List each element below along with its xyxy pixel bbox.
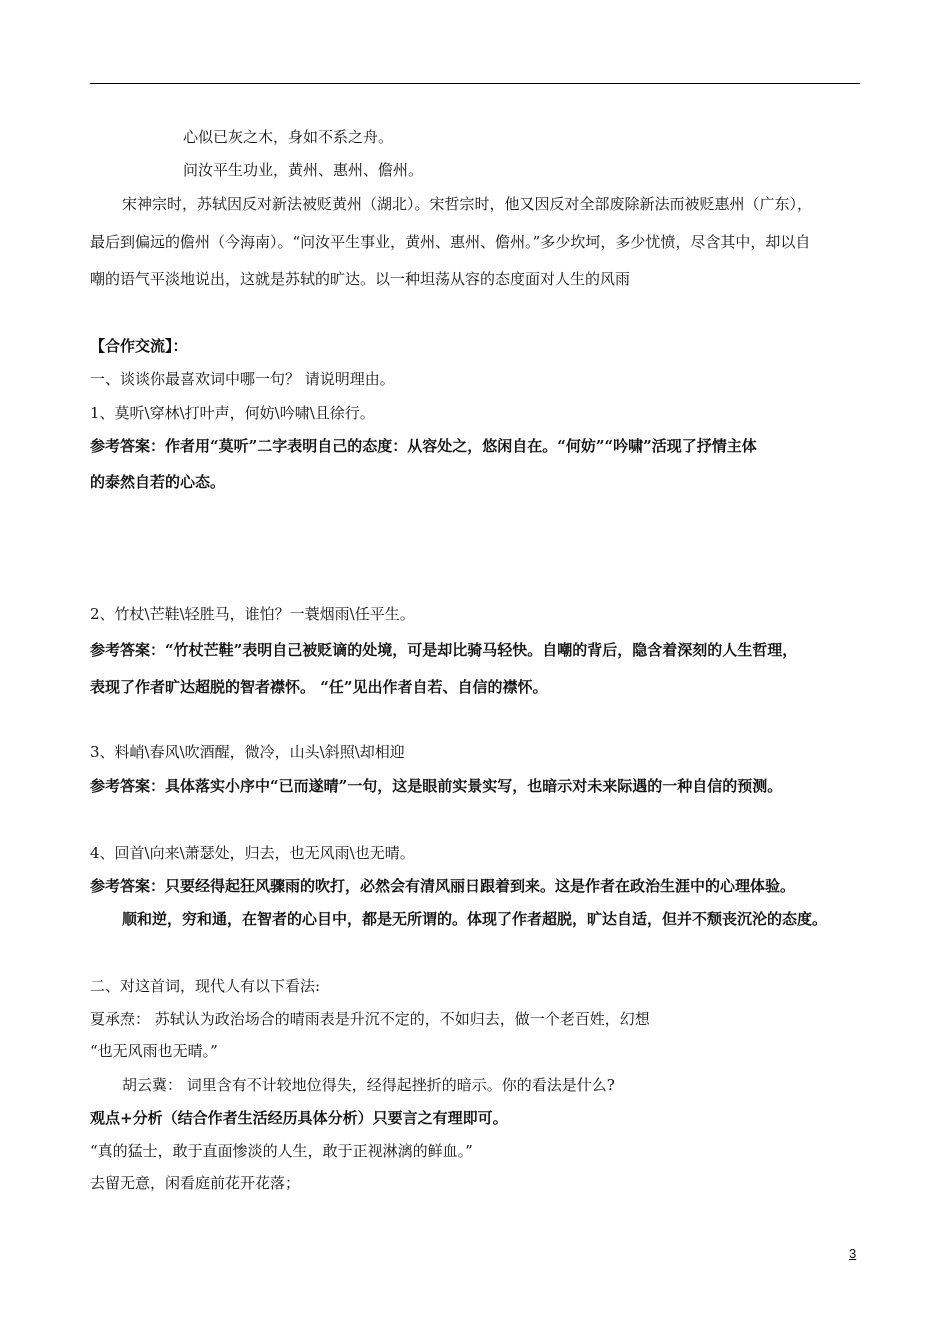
answer-2-line-2: 表现了作者旷达超脱的智者襟怀。 “任”见出作者自若、自信的襟怀。 (90, 678, 548, 696)
poem-line-1: 心似已灰之木，身如不系之舟。 (183, 128, 394, 146)
view-1-quote: “也无风雨也无晴。” (90, 1042, 218, 1060)
paragraph-line-3: 嘲的语气平淡地说出，这就是苏轼的旷达。以一种坦荡从容的态度面对人生的风雨 (90, 270, 631, 288)
view-3: 观点+分析（结合作者生活经历具体分析）只要言之有理即可。 (90, 1109, 508, 1127)
answer-4-line-2: 顺和逆，穷和通，在智者的心目中，都是无所谓的。体现了作者超脱，旷达自适，但并不颓丧沉沦的态度。 (122, 910, 828, 928)
answer-1-line-2: 的泰然自若的心态。 (90, 473, 226, 491)
page-number: 3 (849, 1246, 857, 1261)
view-2: 胡云冀： 词里含有不计较地位得失，经得起挫折的暗示。你的看法是什么? (122, 1076, 615, 1094)
item-4: 4、回首\向来\萧瑟处，归去，也无风雨\也无晴。 (90, 844, 415, 862)
view-1: 夏承焘： 苏轼认为政治场合的晴雨表是升沉不定的，不如归去，做一个老百姓，幻想 (90, 1010, 650, 1028)
item-3: 3、料峭\春风\吹酒醒，微冷，山头\斜照\却相迎 (90, 743, 405, 761)
poem-line-2: 问汝平生功业，黄州、惠州、儋州。 (183, 161, 424, 179)
paragraph-line-2: 最后到偏远的儋州（今海南）。“问汝平生事业，黄州、惠州、儋州。”多少坎坷，多少忧愤，尽含其中，却以自 (90, 233, 811, 251)
paragraph-line-1: 宋神宗时，苏轼因反对新法被贬黄州（湖北）。宋哲宗时，他又因反对全部废除新法而被贬惠州（广东）， (122, 195, 813, 213)
answer-1-line-1: 参考答案：作者用“莫听”二字表明自己的态度：从容处之，悠闲自在。“何妨”“吟啸”活现了抒情主体 (90, 437, 757, 455)
section-heading: 【合作交流】： (90, 337, 188, 355)
item-2: 2、竹杖\芒鞋\轻胜马，谁怕？一蓑烟雨\任平生。 (90, 605, 415, 623)
header-rule (90, 83, 860, 84)
answer-3: 参考答案：具体落实小序中“已而遂晴”一句，这是眼前实景实写，也暗示对未来际遇的一种自信的预测。 (90, 777, 783, 795)
answer-2-line-1: 参考答案：“竹杖芒鞋”表明自己被贬谪的处境，可是却比骑马轻快。自嘲的背后，隐含着深刻的人生哲理， (90, 641, 798, 659)
closing-line: 去留无意，闲看庭前花开花落； (90, 1174, 301, 1192)
question-2: 二、对这首词，现代人有以下看法: (90, 977, 321, 995)
answer-4-line-1: 参考答案：只要经得起狂风骤雨的吹打，必然会有清风丽日跟着到来。这是作者在政治生涯中的心理体验。 (90, 877, 796, 895)
quote-line: “真的猛士，敢于直面惨淡的人生，敢于正视淋漓的鲜血。” (90, 1142, 473, 1160)
question-1: 一、谈谈你最喜欢词中哪一句？ 请说明理由。 (90, 370, 395, 388)
item-1: 1、莫听\穿林\打叶声，何妨\吟啸\且徐行。 (90, 404, 375, 422)
